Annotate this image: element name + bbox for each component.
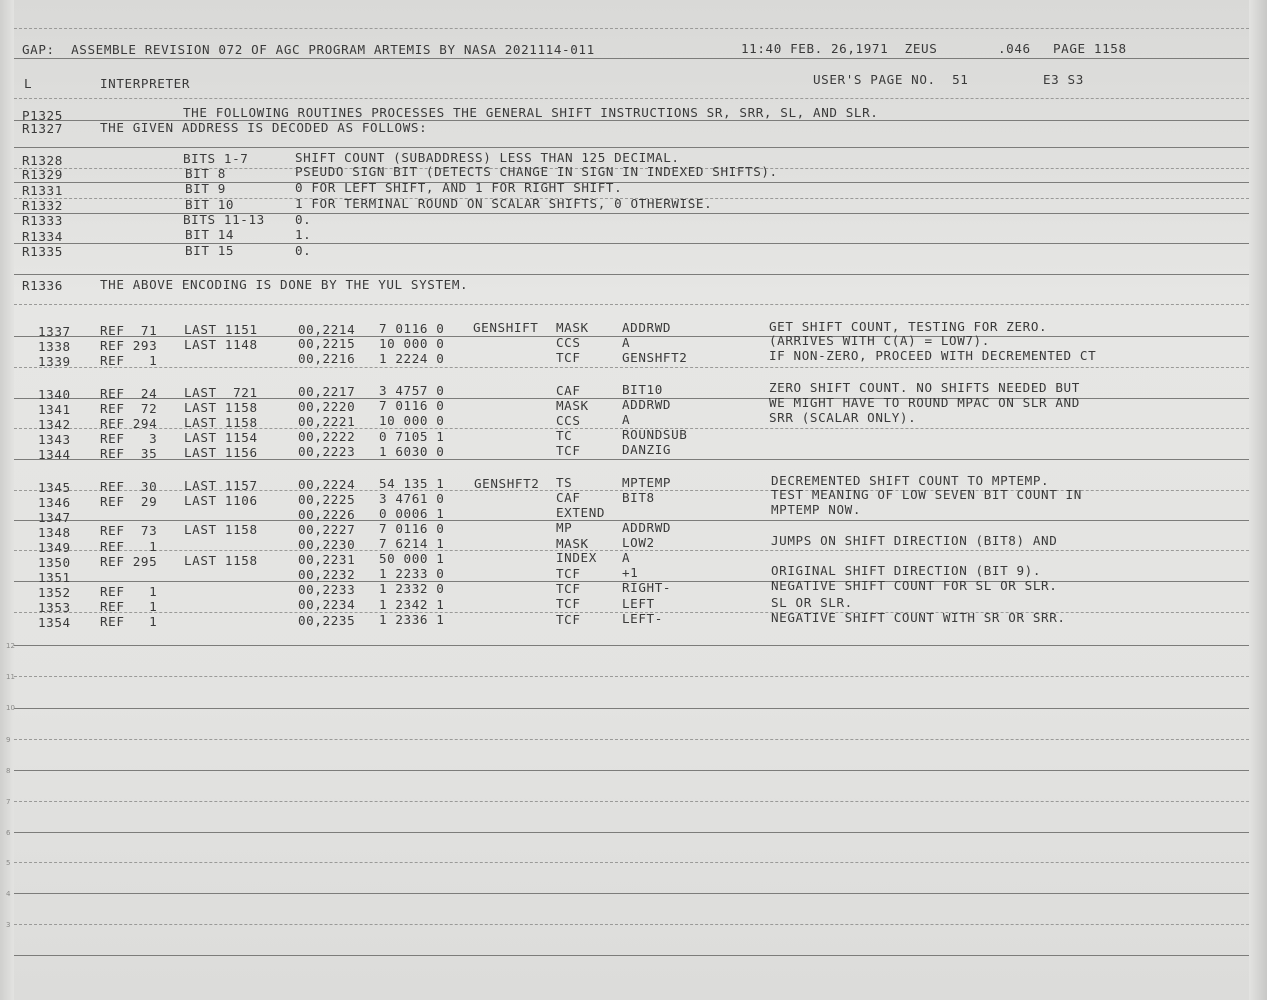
margin-number: 8	[6, 767, 11, 775]
line-number: 1342	[38, 417, 71, 432]
opcode: EXTEND	[556, 505, 606, 520]
ref-count: REF 294	[100, 416, 158, 431]
operand: MPTEMP	[622, 475, 672, 490]
ref-count: REF 295	[100, 554, 158, 569]
code-comment: DECREMENTED SHIFT COUNT TO MPTEMP.	[771, 473, 1050, 488]
code-comment: SL OR SLR.	[771, 595, 853, 610]
rule-line	[14, 676, 1249, 677]
remark-id: R1331	[22, 183, 63, 198]
opcode: MASK	[556, 536, 589, 551]
ref-count: REF 1	[100, 353, 158, 368]
address: 00,2220	[298, 399, 356, 414]
line-number: 1337	[38, 324, 71, 339]
bit-field: BIT 9	[185, 181, 226, 196]
bit-description: 1.	[295, 227, 312, 242]
operand: LEFT-	[622, 611, 663, 626]
ref-count: REF 1	[100, 614, 158, 629]
remark-id: R1329	[22, 167, 63, 182]
section-title: INTERPRETER	[100, 76, 191, 91]
last-ref: LAST 1158	[184, 522, 258, 537]
machine-word: 1 2332 0	[379, 581, 445, 596]
bit-description: 1 FOR TERMINAL ROUND ON SCALAR SHIFTS, 0 OTHERWISE.	[295, 196, 713, 211]
remark-text: THE FOLLOWING ROUTINES PROCESSES THE GENERAL SHIFT INSTRUCTIONS SR, SRR, SL, AND SLR.	[183, 105, 879, 120]
rule-line	[14, 58, 1249, 59]
operand: A	[622, 550, 631, 565]
margin-number: 5	[6, 859, 11, 867]
address: 00,2225	[298, 492, 356, 507]
address: 00,2217	[298, 384, 356, 399]
ref-count: REF 73	[100, 523, 158, 538]
address: 00,2232	[298, 567, 356, 582]
code-comment: WE MIGHT HAVE TO ROUND MPAC ON SLR AND	[769, 395, 1080, 410]
machine-word: 0 7105 1	[379, 429, 445, 444]
operand: ADDRWD	[622, 520, 672, 535]
line-number: 1352	[38, 585, 71, 600]
ref-count: REF 293	[100, 338, 158, 353]
bit-field: BIT 10	[185, 197, 235, 212]
ref-count: REF 1	[100, 599, 158, 614]
machine-word: 3 4761 0	[379, 491, 445, 506]
margin-number: 10	[6, 704, 15, 712]
code-comment: SRR (SCALAR ONLY).	[769, 410, 917, 425]
ref-count: REF 72	[100, 401, 158, 416]
rule-line	[14, 147, 1249, 148]
print-timestamp: 11:40 FEB. 26,1971 ZEUS	[741, 41, 938, 56]
address: 00,2230	[298, 537, 356, 552]
code-comment: MPTEMP NOW.	[771, 502, 862, 517]
machine-word: 7 0116 0	[379, 398, 445, 413]
line-number: 1343	[38, 432, 71, 447]
address: 00,2234	[298, 597, 356, 612]
code-comment: ORIGINAL SHIFT DIRECTION (BIT 9).	[771, 563, 1042, 578]
opcode: INDEX	[556, 550, 597, 565]
operand: A	[622, 335, 631, 350]
code-label: GENSHFT2	[474, 476, 540, 491]
rule-line	[14, 304, 1249, 305]
bit-field: BITS 11-13	[183, 212, 265, 227]
user-page-number: USER'S PAGE NO. 51	[813, 72, 969, 87]
rule-line	[14, 955, 1249, 956]
rule-line	[14, 862, 1249, 863]
code-comment: JUMPS ON SHIFT DIRECTION (BIT8) AND	[771, 533, 1058, 548]
opcode: TC	[556, 428, 573, 443]
operand: A	[622, 412, 631, 427]
last-ref: LAST 1151	[184, 322, 258, 337]
code-comment: GET SHIFT COUNT, TESTING FOR ZERO.	[769, 319, 1048, 334]
opcode: TCF	[556, 612, 581, 627]
opcode: TS	[556, 475, 573, 490]
line-number: 1344	[38, 447, 71, 462]
operand: RIGHT-	[622, 580, 672, 595]
line-number: 1348	[38, 525, 71, 540]
machine-word: 54 135 1	[379, 476, 445, 491]
margin-number: 9	[6, 736, 11, 744]
address: 00,2227	[298, 522, 356, 537]
address: 00,2226	[298, 507, 356, 522]
machine-word: 10 000 0	[379, 336, 445, 351]
ref-count: REF 30	[100, 479, 158, 494]
opcode: TCF	[556, 350, 581, 365]
last-ref: LAST 1158	[184, 415, 258, 430]
line-number: 1351	[38, 570, 71, 585]
machine-word: 1 2342 1	[379, 597, 445, 612]
line-number: 1349	[38, 540, 71, 555]
rule-line	[14, 28, 1249, 29]
opcode: CAF	[556, 383, 581, 398]
line-number: 1350	[38, 555, 71, 570]
bit-description: SHIFT COUNT (SUBADDRESS) LESS THAN 125 DECIMAL.	[295, 150, 680, 165]
address: 00,2231	[298, 552, 356, 567]
operand: LOW2	[622, 535, 655, 550]
paper-left-edge	[0, 0, 14, 1000]
opcode: CCS	[556, 413, 581, 428]
remark-id: R1333	[22, 213, 63, 228]
operand: +1	[622, 565, 639, 580]
machine-word: 7 0116 0	[379, 521, 445, 536]
last-ref: LAST 721	[184, 385, 258, 400]
machine-word: 50 000 1	[379, 551, 445, 566]
remark-id: R1332	[22, 198, 63, 213]
bit-field: BIT 8	[185, 166, 226, 181]
margin-number: 3	[6, 921, 11, 929]
margin-number: 12	[6, 642, 15, 650]
bit-description: PSEUDO SIGN BIT (DETECTS CHANGE IN SIGN IN INDEXED SHIFTS).	[295, 164, 778, 179]
opcode: MASK	[556, 398, 589, 413]
remark-id: P1325	[22, 108, 63, 123]
last-ref: LAST 1158	[184, 400, 258, 415]
remark-id: R1334	[22, 229, 63, 244]
sheet-code: E3 S3	[1043, 72, 1084, 87]
bit-field: BIT 14	[185, 227, 235, 242]
ref-count: REF 1	[100, 584, 158, 599]
code-comment: ZERO SHIFT COUNT. NO SHIFTS NEEDED BUT	[769, 380, 1080, 395]
rule-line	[14, 770, 1249, 771]
machine-word: 3 4757 0	[379, 383, 445, 398]
last-ref: LAST 1157	[184, 478, 258, 493]
bit-field: BITS 1-7	[183, 151, 249, 166]
code-comment: NEGATIVE SHIFT COUNT WITH SR OR SRR.	[771, 610, 1066, 625]
operand: BIT8	[622, 490, 655, 505]
rule-line	[14, 801, 1249, 802]
rule-line	[14, 367, 1249, 368]
opcode: TCF	[556, 581, 581, 596]
bit-description: 0.	[295, 212, 312, 227]
address: 00,2221	[298, 414, 356, 429]
machine-word: 0 0006 1	[379, 506, 445, 521]
remark-id: R1327	[22, 121, 63, 136]
machine-word: 1 2224 0	[379, 351, 445, 366]
bit-field: BIT 15	[185, 243, 235, 258]
opcode: CCS	[556, 335, 581, 350]
opcode: MP	[556, 520, 573, 535]
line-number: 1345	[38, 480, 71, 495]
code-comment: NEGATIVE SHIFT COUNT FOR SL OR SLR.	[771, 578, 1058, 593]
address: 00,2233	[298, 582, 356, 597]
machine-word: 1 2233 0	[379, 566, 445, 581]
line-number: 1339	[38, 354, 71, 369]
page-number: PAGE 1158	[1053, 41, 1127, 56]
address: 00,2214	[298, 322, 356, 337]
line-number: 1341	[38, 402, 71, 417]
remark-id: R1328	[22, 153, 63, 168]
ref-count: REF 1	[100, 539, 158, 554]
machine-word: 1 2336 1	[379, 612, 445, 627]
last-ref: LAST 1148	[184, 337, 258, 352]
rule-line	[14, 893, 1249, 894]
operand: GENSHFT2	[622, 350, 688, 365]
ref-count: REF 71	[100, 323, 158, 338]
address: 00,2223	[298, 444, 356, 459]
operand: ADDRWD	[622, 320, 672, 335]
line-number: 1346	[38, 495, 71, 510]
log-letter: L	[24, 76, 33, 91]
operand: ADDRWD	[622, 397, 672, 412]
bit-description: 0.	[295, 243, 312, 258]
address: 00,2215	[298, 336, 356, 351]
address: 00,2235	[298, 613, 356, 628]
ref-count: REF 24	[100, 386, 158, 401]
machine-word: 10 000 0	[379, 413, 445, 428]
ref-count: REF 29	[100, 494, 158, 509]
line-number: 1347	[38, 510, 71, 525]
rule-line	[14, 924, 1249, 925]
opcode: MASK	[556, 320, 589, 335]
machine-word: 1 6030 0	[379, 444, 445, 459]
remark-text: THE GIVEN ADDRESS IS DECODED AS FOLLOWS:	[100, 120, 428, 135]
rule-line	[14, 550, 1249, 551]
line-number: 1338	[38, 339, 71, 354]
machine-word: 7 6214 1	[379, 536, 445, 551]
opcode: TCF	[556, 443, 581, 458]
rule-line	[14, 832, 1249, 833]
remark-id: R1336	[22, 278, 63, 293]
code-label: GENSHIFT	[473, 320, 539, 335]
rule-line	[14, 645, 1249, 646]
bit-description: 0 FOR LEFT SHIFT, AND 1 FOR RIGHT SHIFT.	[295, 180, 623, 195]
opcode: CAF	[556, 490, 581, 505]
machine-word: 7 0116 0	[379, 321, 445, 336]
paper-right-edge	[1249, 0, 1267, 1000]
remark-text: THE ABOVE ENCODING IS DONE BY THE YUL SYSTEM.	[100, 277, 469, 292]
code-comment: TEST MEANING OF LOW SEVEN BIT COUNT IN	[771, 487, 1082, 502]
opcode: TCF	[556, 596, 581, 611]
line-number: 1354	[38, 615, 71, 630]
rule-line	[14, 708, 1249, 709]
operand: DANZIG	[622, 442, 672, 457]
ref-count: REF 3	[100, 431, 158, 446]
last-ref: LAST 1156	[184, 445, 258, 460]
margin-number: 7	[6, 798, 11, 806]
job-number: .046	[998, 41, 1031, 56]
operand: ROUNDSUB	[622, 427, 688, 442]
operand: BIT10	[622, 382, 663, 397]
ref-count: REF 35	[100, 446, 158, 461]
code-comment: (ARRIVES WITH C(A) = LOW7).	[769, 333, 990, 348]
assembly-header: GAP: ASSEMBLE REVISION 072 OF AGC PROGRAM ARTEMIS BY NASA 2021114-011	[22, 42, 595, 57]
margin-number: 11	[6, 673, 15, 681]
rule-line	[14, 739, 1249, 740]
margin-number: 4	[6, 890, 11, 898]
line-number: 1340	[38, 387, 71, 402]
code-comment: IF NON-ZERO, PROCEED WITH DECREMENTED CT	[769, 348, 1097, 363]
address: 00,2224	[298, 477, 356, 492]
operand: LEFT	[622, 596, 655, 611]
address: 00,2216	[298, 351, 356, 366]
last-ref: LAST 1154	[184, 430, 258, 445]
margin-number: 6	[6, 829, 11, 837]
remark-id: R1335	[22, 244, 63, 259]
last-ref: LAST 1158	[184, 553, 258, 568]
line-number: 1353	[38, 600, 71, 615]
rule-line	[14, 274, 1249, 275]
rule-line	[14, 98, 1249, 99]
address: 00,2222	[298, 429, 356, 444]
opcode: TCF	[556, 566, 581, 581]
last-ref: LAST 1106	[184, 493, 258, 508]
